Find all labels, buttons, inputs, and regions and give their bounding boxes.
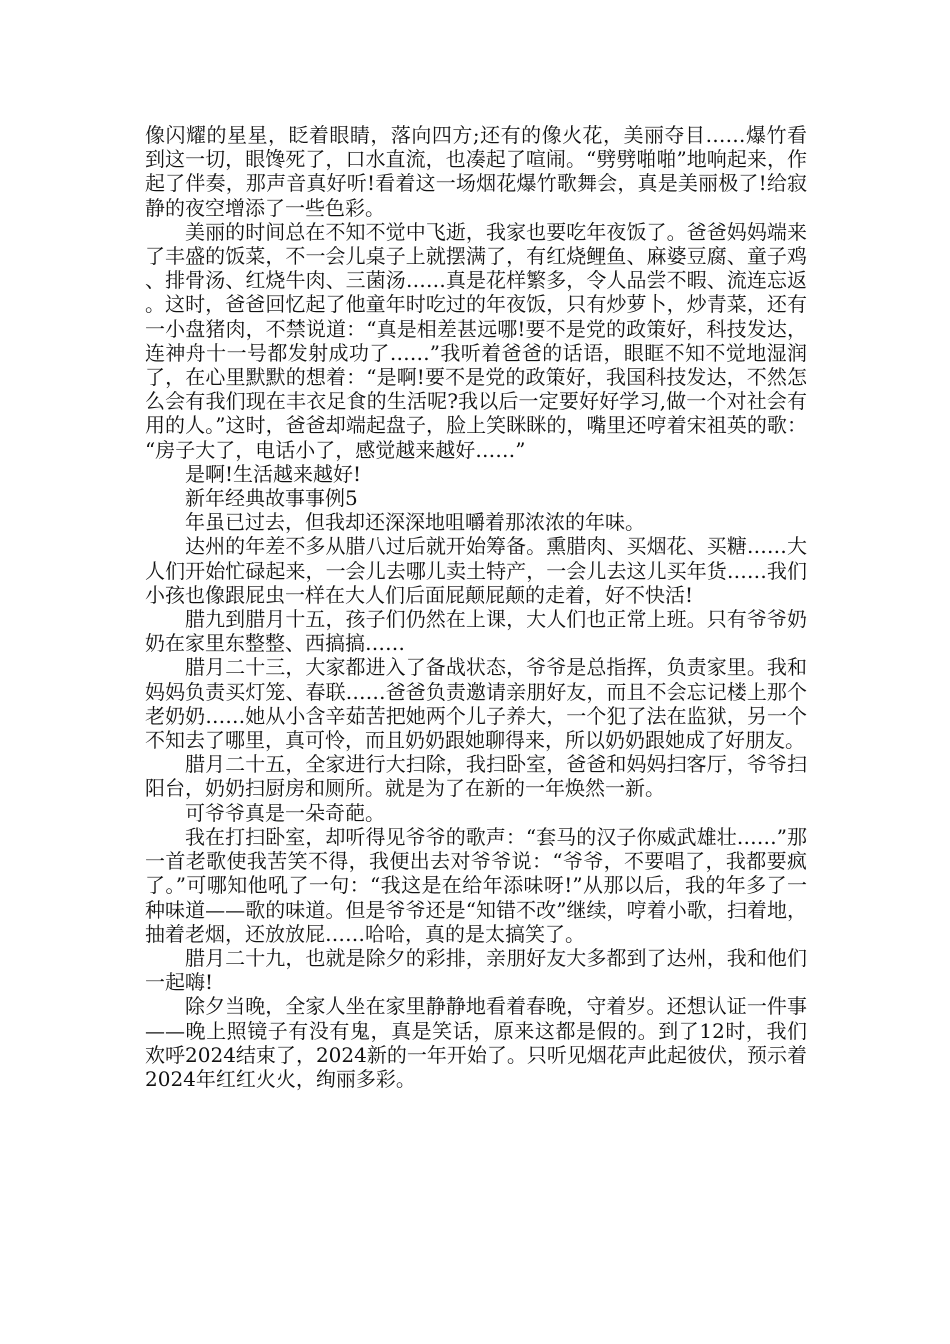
paragraph: 达州的年差不多从腊八过后就开始筹备。熏腊肉、买烟花、买糖……大人们开始忙碌起来，一会儿去哪儿卖土特产，一会儿去这儿买年货……我们小孩也像跟屁虫一样在大人们后面屁颠屁颠的走着，好不快活! [145,534,807,607]
paragraph: 我在打扫卧室，却听得见爷爷的歌声：“套马的汉子你威武雄壮……”那一首老歌使我苦笑不得，我便出去对爷爷说：“爷爷，不要唱了，我都要疯了。”可哪知他吼了一句：“我这是在给年添味呀!”从那以后，我的年多了一种味道——歌的味道。但是爷爷还是“知错不改”继续，哼着小歌，扫着地，抽着老烟，还放放屁……哈哈，真的是太搞笑了。 [145,824,807,946]
paragraph: 是啊!生活越来越好! [185,461,362,486]
paragraph: 腊月二十五，全家进行大扫除，我扫卧室，爸爸和妈妈扫客厅，爷爷扫阳台，奶奶扫厨房和厕所。就是为了在新的一年焕然一新。 [145,752,807,801]
paragraph: 除夕当晚，全家人坐在家里静静地看着春晚，守着岁。还想认证一件事——晚上照镜子有没有鬼，真是笑话，原来这都是假的。到了12时，我们欢呼2024结束了，2024新的一年开始了。只听见烟花声此起彼伏，预示着2024年红红火火，绚丽多彩。 [145,994,807,1091]
paragraph: 腊月二十九，也就是除夕的彩排，亲朋好友大多都到了达州，我和他们一起嗨! [145,945,807,995]
document-body [145,123,807,1091]
paragraph: 年虽已过去，但我却还深深地咀嚼着那浓浓的年味。 [185,510,645,535]
section-heading: 新年经典故事事例5 [185,486,358,511]
paragraph: 腊九到腊月十五，孩子们仍然在上课，大人们也正常上班。只有爷爷奶奶在家里东整整、西搞搞…… [145,607,807,656]
paragraph: 美丽的时间总在不知不觉中飞逝，我家也要吃年夜饭了。爸爸妈妈端来了丰盛的饭菜，不一会儿桌子上就摆满了，有红烧鲤鱼、麻婆豆腐、童子鸡、排骨汤、红烧牛肉、三菌汤……真是花样繁多，令人品尝不暇、流连忘返。这时，爸爸回忆起了他童年时吃过的年夜饭，只有炒萝卜，炒青菜，还有一小盘猪肉，不禁说道：“真是相差甚远哪!要不是党的政策好，科技发达，连神舟十一号都发射成功了……”我听着爸爸的话语，眼眶不知不觉地湿润了，在心里默默的想着：“是啊!要不是党的政策好，我国科技发达，不然怎么会有我们现在丰衣足食的生活呢?我以后一定要好好学习,做一个对社会有用的人。”这时，爸爸却端起盘子，脸上笑眯眯的，嘴里还哼着宋祖英的歌：“房子大了，电话小了，感觉越来越好……” [145,219,807,462]
paragraph: 像闪耀的星星，眨着眼睛，落向四方;还有的像火花，美丽夺目……爆竹看到这一切，眼馋死了，口水直流，也凑起了喧闹。“劈劈啪啪”地响起来，作起了伴奏，那声音真好听!看着这一场烟花爆竹歌舞会，真是美丽极了!给寂静的夜空增添了一些色彩。 [145,123,807,220]
paragraph: 腊月二十三，大家都进入了备战状态，爷爷是总指挥，负责家里。我和妈妈负责买灯笼、春联……爸爸负责邀请亲朋好友，而且不会忘记楼上那个老奶奶……她从小含辛茹苦把她两个儿子养大，一个犯了法在监狱，另一个不知去了哪里，真可怜，而且奶奶跟她聊得来，所以奶奶跟她成了好朋友。 [145,655,807,753]
paragraph: 可爷爷真是一朵奇葩。 [185,800,385,825]
